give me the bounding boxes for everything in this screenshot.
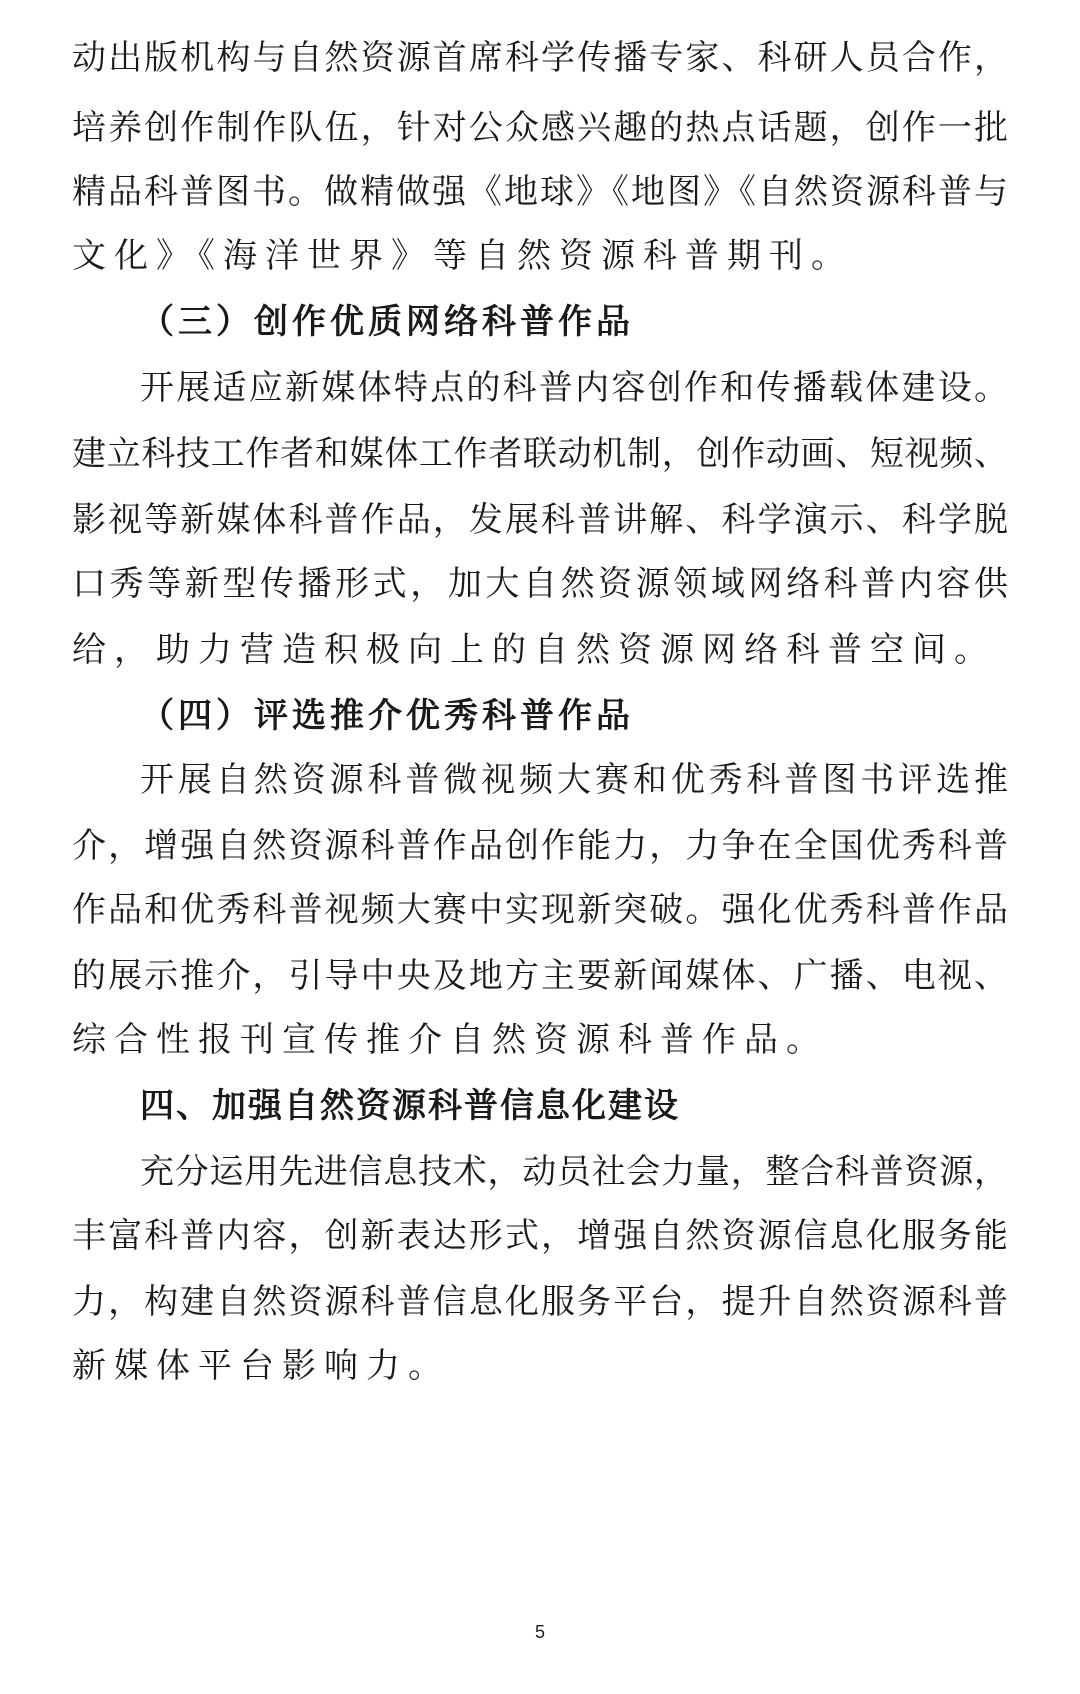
paragraph-line: 新媒体平台影响力。: [72, 1346, 450, 1386]
paragraph-line: 力，构建自然资源科普信息化服务平台，提升自然资源科普: [72, 1282, 1008, 1322]
paragraph-line: 建立科技工作者和媒体工作者联动机制，创作动画、短视频、: [72, 434, 1008, 474]
section-heading-3: （三）创作优质网络科普作品: [140, 302, 634, 342]
page-number: 5: [534, 1622, 545, 1642]
paragraph-line: 影视等新媒体科普作品，发展科普讲解、科学演示、科学脱: [72, 500, 1008, 540]
paragraph-line: 充分运用先进信息技术，动员社会力量，整合科普资源，: [140, 1152, 1008, 1192]
paragraph-line: 的展示推介，引导中央及地方主要新闻媒体、广播、电视、: [72, 956, 1008, 996]
paragraph-line: 开展自然资源科普微视频大赛和优秀科普图书评选推: [140, 760, 1008, 800]
paragraph-line: 作品和优秀科普视频大赛中实现新突破。强化优秀科普作品: [72, 890, 1008, 930]
paragraph-line: 给，助力营造积极向上的自然资源网络科普空间。: [72, 630, 996, 670]
paragraph-line: 介，增强自然资源科普作品创作能力，力争在全国优秀科普: [72, 826, 1008, 866]
paragraph-line: 综合性报刊宣传推介自然资源科普作品。: [72, 1020, 828, 1060]
paragraph-line: 精品科普图书。做精做强《地球》《地图》《自然资源科普与: [72, 172, 1008, 212]
paragraph-line: 丰富科普内容，创新表达形式，增强自然资源信息化服务能: [72, 1216, 1008, 1256]
paragraph-line: 口秀等新型传播形式，加大自然资源领域网络科普内容供: [72, 564, 1008, 604]
paragraph-line: 开展适应新媒体特点的科普内容创作和传播载体建设。: [140, 368, 1008, 408]
paragraph-line: 培养创作制作队伍，针对公众感兴趣的热点话题，创作一批: [72, 108, 1008, 148]
paragraph-line: 文化》《海洋世界》等自然资源科普期刊。: [72, 236, 853, 276]
section-heading-4: （四）评选推介优秀科普作品: [140, 696, 634, 736]
chapter-heading-4: 四、加强自然资源科普信息化建设: [140, 1086, 680, 1126]
paragraph-line: 动出版机构与自然资源首席科学传播专家、科研人员合作，: [72, 38, 1008, 78]
